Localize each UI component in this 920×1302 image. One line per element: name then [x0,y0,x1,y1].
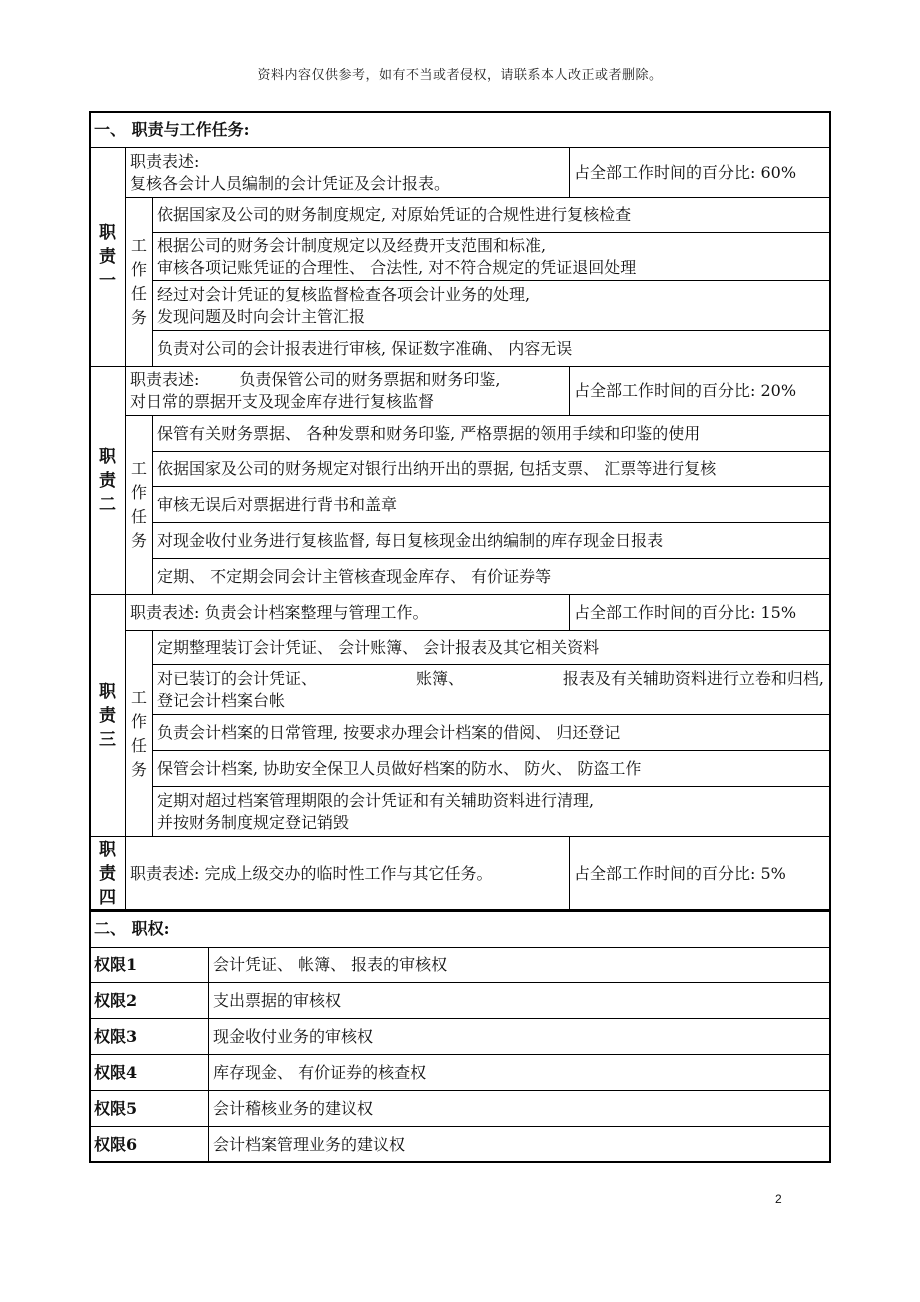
duty1-task: 负责对公司的会计报表进行审核, 保证数字准确、 内容无误 [152,330,831,367]
duty4-label: 职 责 四 [89,836,126,911]
right-label: 权限2 [89,982,209,1019]
duty2-description: 职责表述: 负责保管公司的财务票据和财务印鉴, 对日常的票据开支及现金库存进行复核监督 [125,366,570,416]
duty1-description: 职责表述: 复核各会计人员编制的会计凭证及会计报表。 [125,147,570,198]
right-text: 会计档案管理业务的建议权 [208,1126,831,1163]
right-label: 权限6 [89,1126,209,1163]
duty2-task-label: 工 作 任 务 [125,415,153,595]
duty3-label: 职 责 三 [89,594,126,837]
right-text: 库存现金、 有价证券的核查权 [208,1054,831,1091]
duty4-description: 职责表述: 完成上级交办的临时性工作与其它任务。 [125,836,570,911]
duty1-task-label: 工 作 任 务 [125,197,153,367]
right-label: 权限4 [89,1054,209,1091]
duty3-description: 职责表述: 负责会计档案整理与管理工作。 [125,594,570,631]
duty3-time-percent: 占全部工作时间的百分比: 15% [569,594,831,631]
right-text: 会计凭证、 帐簿、 报表的审核权 [208,947,831,983]
duty2-time-percent: 占全部工作时间的百分比: 20% [569,366,831,416]
right-text: 会计稽核业务的建议权 [208,1090,831,1127]
duty2-task: 定期、 不定期会同会计主管核查现金库存、 有价证券等 [152,558,831,595]
right-label: 权限5 [89,1090,209,1127]
duty3-task: 定期整理装订会计凭证、 会计账簿、 会计报表及其它相关资料 [152,630,831,665]
duty2-label: 职 责 二 [89,366,126,595]
section1-title: 一、 职责与工作任务: [89,111,831,148]
page-number: 2 [775,1192,782,1206]
header-disclaimer: 资料内容仅供参考，如有不当或者侵权，请联系本人改正或者删除。 [257,68,663,83]
duty1-time-percent: 占全部工作时间的百分比: 60% [569,147,831,198]
duty2-task: 审核无误后对票据进行背书和盖章 [152,486,831,523]
section2-title: 二、 职权: [89,910,831,948]
duty3-task: 负责会计档案的日常管理, 按要求办理会计档案的借阅、 归还登记 [152,714,831,751]
right-label: 权限1 [89,947,209,983]
duty1-task: 依据国家及公司的财务制度规定, 对原始凭证的合规性进行复核检查 [152,197,831,233]
duty1-label: 职 责 一 [89,147,126,367]
duty2-task: 保管有关财务票据、 各种发票和财务印鉴, 严格票据的领用手续和印鉴的使用 [152,415,831,452]
right-text: 支出票据的审核权 [208,982,831,1019]
duty2-task: 对现金收付业务进行复核监督, 每日复核现金出纳编制的库存现金日报表 [152,522,831,559]
duty2-task: 依据国家及公司的财务规定对银行出纳开出的票据, 包括支票、 汇票等进行复核 [152,451,831,487]
duty3-task: 保管会计档案, 协助安全保卫人员做好档案的防水、 防火、 防盗工作 [152,750,831,787]
duty1-task: 经过对会计凭证的复核监督检查各项会计业务的处理, 发现问题及时向会计主管汇报 [152,280,831,331]
duty3-task: 定期对超过档案管理期限的会计凭证和有关辅助资料进行清理, 并按财务制度规定登记销毁 [152,786,831,837]
right-label: 权限3 [89,1018,209,1055]
right-text: 现金收付业务的审核权 [208,1018,831,1055]
duty3-task-label: 工 作 任 务 [125,630,153,837]
duty1-task: 根据公司的财务会计制度规定以及经费开支范围和标准, 审核各项记账凭证的合理性、 合法性, 对不符合规定的凭证退回处理 [152,232,831,281]
duty4-time-percent: 占全部工作时间的百分比: 5% [569,836,831,911]
duty3-task: 对已装订的会计凭证、 账簿、 报表及有关辅助资料进行立卷和归档, 登记会计档案台帐 [152,664,831,715]
